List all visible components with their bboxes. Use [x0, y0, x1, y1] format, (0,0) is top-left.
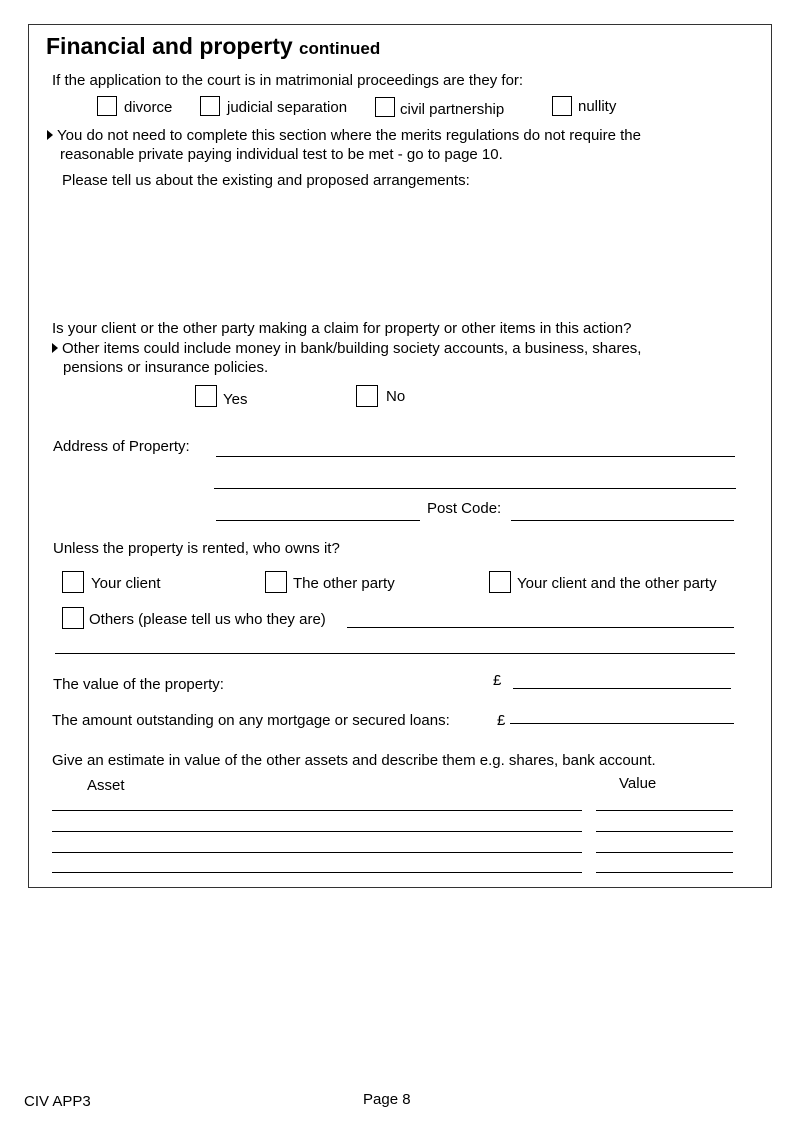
matrimonial-question: If the application to the court is in matrimonial proceedings are they for:	[52, 72, 524, 89]
owner-other-party-label: The other party	[293, 575, 395, 592]
claim-note-line2: pensions or insurance policies.	[63, 359, 269, 376]
property-value-label: The value of the property:	[53, 676, 224, 693]
property-value-currency: £	[493, 672, 502, 689]
civil-partnership-checkbox[interactable]	[375, 97, 395, 117]
address-line-1[interactable]	[216, 456, 735, 457]
address-line-3[interactable]	[216, 520, 420, 521]
outstanding-field[interactable]	[510, 723, 734, 724]
assets-col-value: Value	[619, 775, 657, 792]
nullity-label: nullity	[578, 98, 617, 115]
asset-row-4-value-field[interactable]	[596, 872, 733, 873]
section-title	[46, 33, 380, 60]
arrangements-prompt: Please tell us about the existing and proposed arrangements:	[62, 172, 470, 189]
owner-your-client-checkbox[interactable]	[62, 571, 84, 593]
assets-prompt: Give an estimate in value of the other assets and describe them e.g. shares, bank account.	[52, 752, 656, 769]
address-line-2[interactable]	[214, 488, 736, 489]
divorce-label: divorce	[124, 99, 173, 116]
claim-question: Is your client or the other party making a claim for property or other items in this action?	[52, 320, 632, 337]
owner-your-client-label: Your client	[91, 575, 161, 592]
judicial-separation-label: judicial separation	[227, 99, 348, 116]
owner-both-label: Your client and the other party	[517, 575, 717, 592]
claim-yes-checkbox[interactable]	[195, 385, 217, 407]
owner-others-field-line-2[interactable]	[55, 653, 735, 654]
divorce-checkbox[interactable]	[97, 96, 117, 116]
property-value-field[interactable]	[513, 688, 731, 689]
owner-others-label: Others (please tell us who they are)	[89, 611, 326, 628]
address-label: Address of Property:	[53, 438, 190, 455]
claim-no-label: No	[386, 388, 406, 405]
nullity-checkbox[interactable]	[552, 96, 572, 116]
merits-note-line2: reasonable private paying individual test to be met - go to page 10.	[60, 146, 503, 163]
ownership-question: Unless the property is rented, who owns it?	[53, 540, 340, 557]
assets-col-asset: Asset	[87, 777, 125, 794]
postcode-field[interactable]	[511, 520, 734, 521]
arrangements-answer-area[interactable]	[52, 200, 742, 310]
owner-other-party-checkbox[interactable]	[265, 571, 287, 593]
owner-others-checkbox[interactable]	[62, 607, 84, 629]
asset-row-4-field[interactable]	[52, 872, 582, 873]
asset-row-2-value-field[interactable]	[596, 831, 733, 832]
merits-note-line1: You do not need to complete this section where the merits regulations do not require the	[57, 127, 641, 144]
judicial-separation-checkbox[interactable]	[200, 96, 220, 116]
owner-others-field[interactable]	[347, 627, 734, 628]
bullet-arrow-icon	[52, 343, 58, 353]
postcode-label: Post Code:	[427, 500, 502, 517]
asset-row-3-value-field[interactable]	[596, 852, 733, 853]
asset-row-3-field[interactable]	[52, 852, 582, 853]
claim-no-checkbox[interactable]	[356, 385, 378, 407]
outstanding-currency: £	[497, 712, 506, 729]
claim-note-line1: Other items could include money in bank/building society accounts, a business, shares,	[62, 340, 642, 357]
asset-row-1-value-field[interactable]	[596, 810, 733, 811]
section-title-text: Financial and property	[46, 33, 293, 59]
civil-partnership-label: civil partnership	[400, 101, 505, 118]
page-number: Page 8	[363, 1091, 411, 1108]
form-code: CIV APP3	[24, 1093, 91, 1110]
asset-row-1-field[interactable]	[52, 810, 582, 811]
bullet-arrow-icon	[47, 130, 53, 140]
owner-both-checkbox[interactable]	[489, 571, 511, 593]
claim-note	[52, 339, 641, 377]
section-title-suffix: continued	[299, 39, 381, 58]
merits-note	[47, 126, 641, 164]
outstanding-label: The amount outstanding on any mortgage or secured loans:	[52, 712, 450, 729]
asset-row-2-field[interactable]	[52, 831, 582, 832]
claim-yes-label: Yes	[223, 391, 248, 408]
